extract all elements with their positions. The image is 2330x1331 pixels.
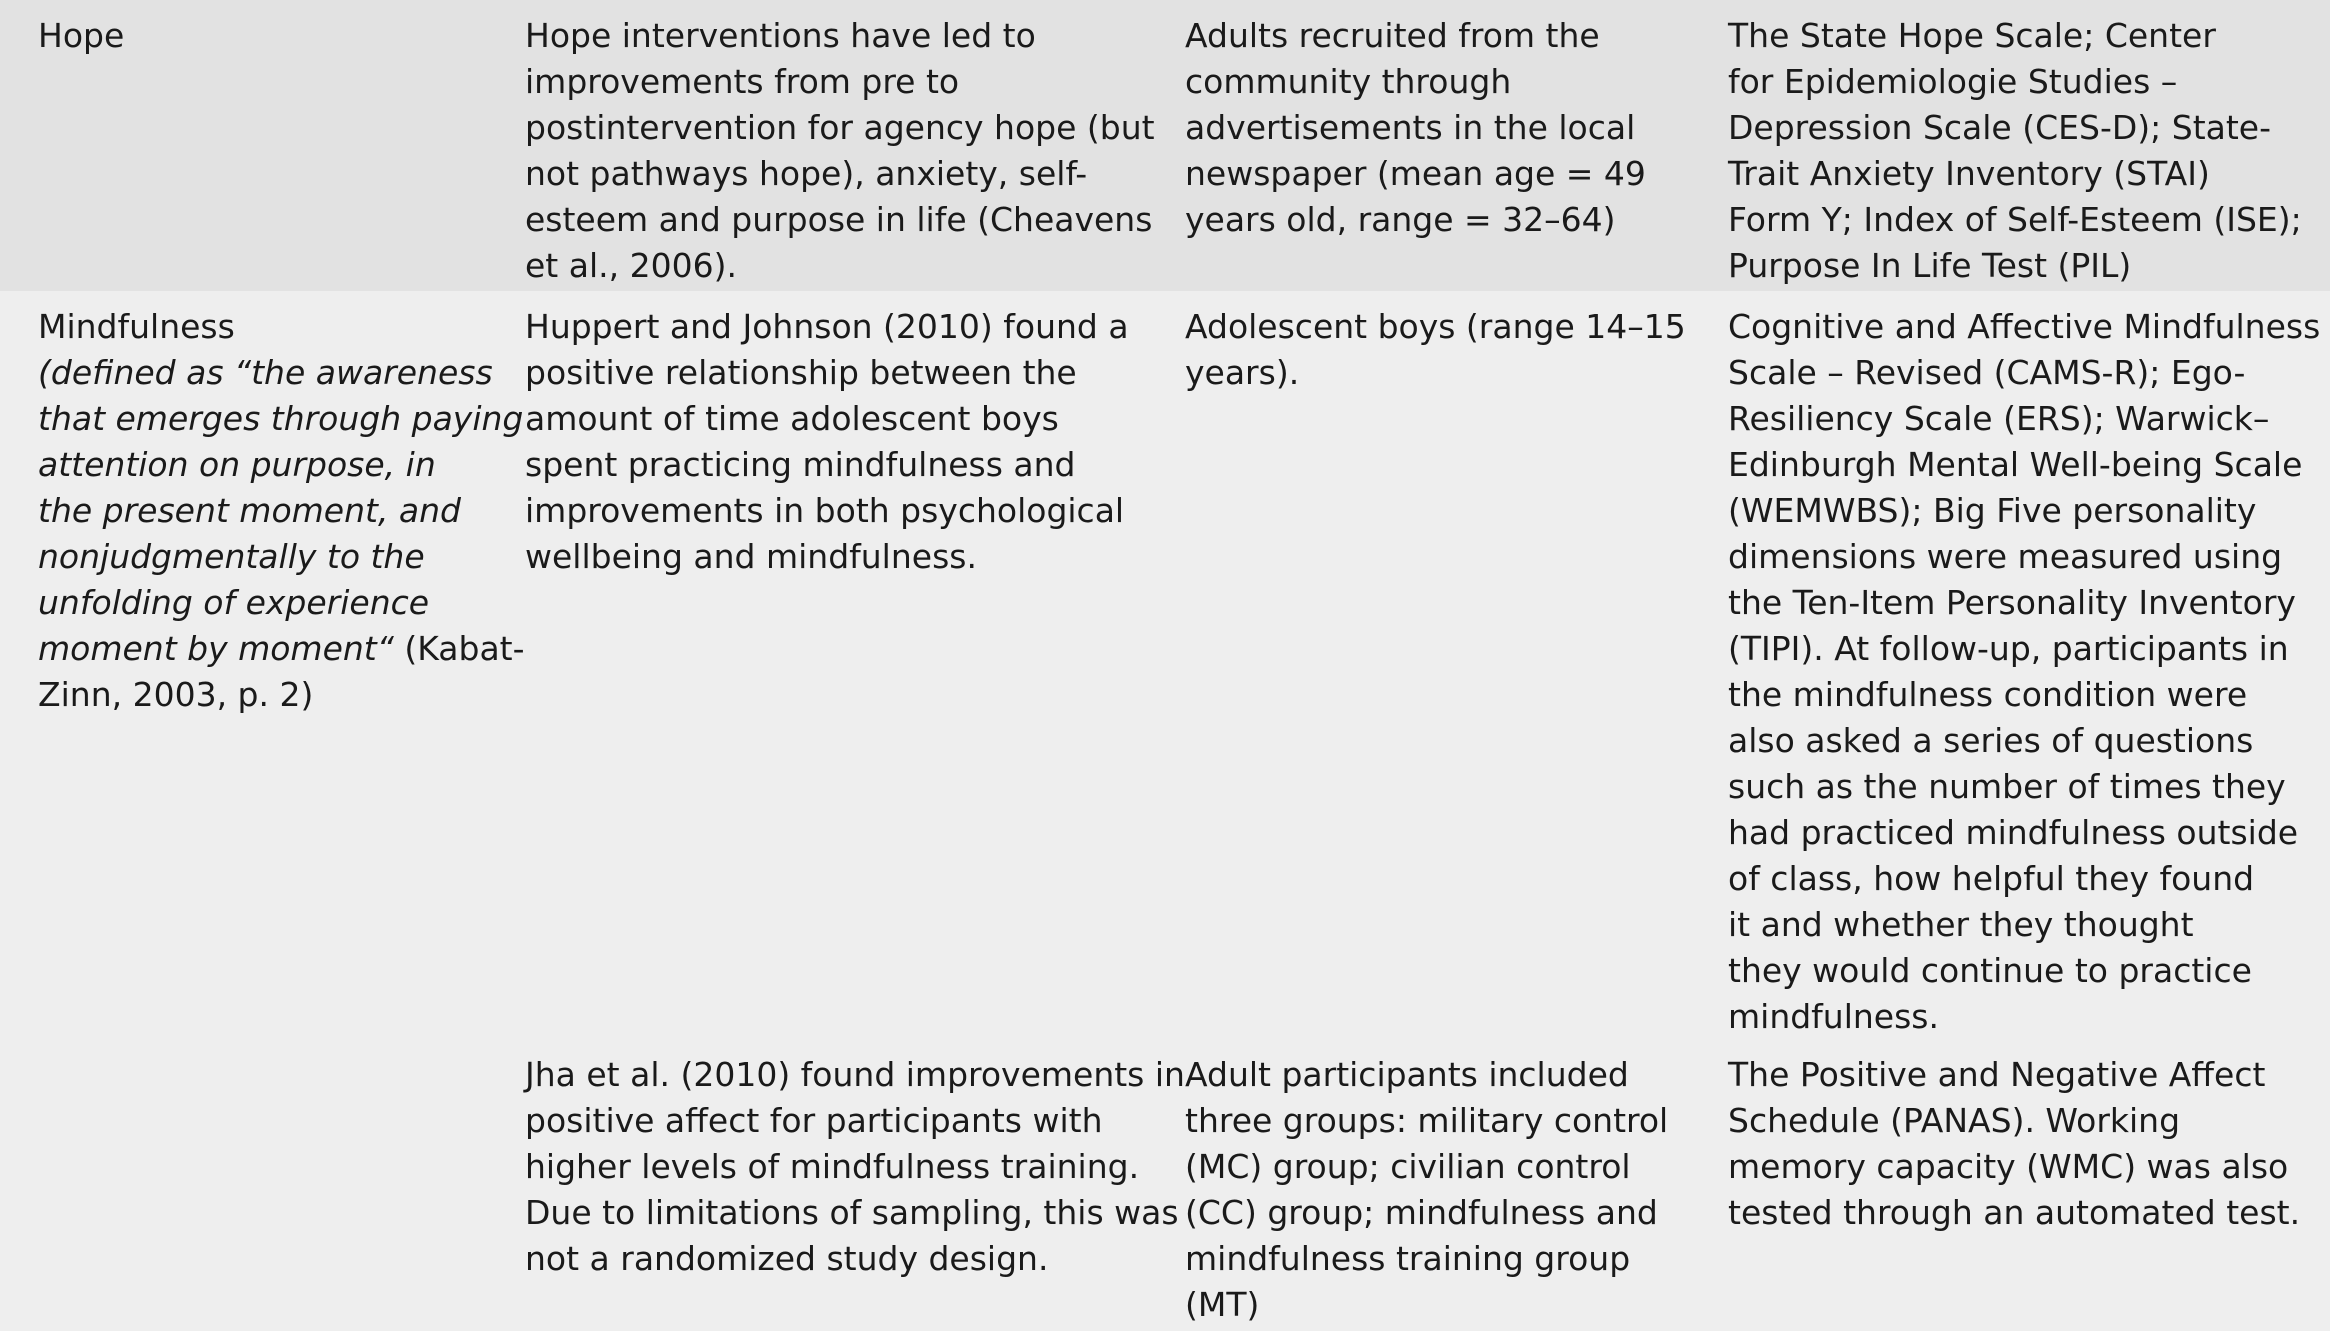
measures-line: The State Hope Scale; Center: [1728, 16, 2216, 55]
sample-cell: [1185, 13, 1752, 243]
sample-line: Adults recruited from the: [1185, 16, 1600, 55]
findings-line: improvements from pre to: [525, 62, 960, 101]
measures-line: had practiced mindfulness outside: [1728, 813, 2299, 852]
table-row-jha: [0, 1039, 2330, 1331]
measures-line: the Ten-Item Personality Inventory: [1728, 583, 2296, 622]
measures-line: for Epidemiologie Studies –: [1728, 62, 2178, 101]
findings-cell: [525, 1052, 1212, 1282]
measures-line: Purpose In Life Test (PIL): [1728, 246, 2132, 285]
sample-line: (MT): [1185, 1285, 1260, 1324]
sample-line: mindfulness training group: [1185, 1239, 1631, 1278]
sample-line: Adolescent boys (range 14–15: [1185, 307, 1686, 346]
measures-line: memory capacity (WMC) was also: [1728, 1147, 2289, 1186]
definition-line: nonjudgmentally to the: [38, 537, 425, 576]
sample-cell: [1185, 1052, 1752, 1328]
definition-line: the present moment, and: [38, 491, 462, 530]
findings-line: positive affect for participants with: [525, 1101, 1103, 1140]
findings-line: improvements in both psychological: [525, 491, 1125, 530]
sample-line: newspaper (mean age = 49: [1185, 154, 1646, 193]
measures-line: Trait Anxiety Inventory (STAI): [1728, 154, 2210, 193]
measures-line: (WEMWBS); Big Five personality: [1728, 491, 2257, 530]
measures-line: Cognitive and Affective Mindfulness: [1728, 307, 2321, 346]
findings-line: Due to limitations of sampling, this was: [525, 1193, 1179, 1232]
measures-line: tested through an automated test.: [1728, 1193, 2301, 1232]
sample-line: Adult participants included: [1185, 1055, 1629, 1094]
definition-line: (defined as “the awareness: [38, 353, 493, 392]
measures-cell: [1728, 1052, 2330, 1236]
findings-line: higher levels of mindfulness training.: [525, 1147, 1140, 1186]
measures-line: mindfulness.: [1728, 997, 1939, 1036]
measures-line: Edinburgh Mental Well-being Scale: [1728, 445, 2303, 484]
findings-line: Jha et al. (2010) found improvements in: [525, 1055, 1185, 1094]
findings-line: Hope interventions have led to: [525, 16, 1036, 55]
definition-line-with-citation: [38, 626, 525, 672]
table-row-hope: [0, 0, 2330, 291]
findings-line: wellbeing and mindfulness.: [525, 537, 977, 576]
measures-line: Scale – Revised (CAMS-R); Ego-: [1728, 353, 2246, 392]
findings-line: positive relationship between the: [525, 353, 1077, 392]
measures-cell: [1728, 304, 2330, 1040]
measures-line: Depression Scale (CES-D); State-: [1728, 108, 2272, 147]
citation-text: Zinn, 2003, p. 2): [38, 675, 314, 714]
findings-line: esteem and purpose in life (Cheavens: [525, 200, 1153, 239]
sample-line: three groups: military control: [1185, 1101, 1669, 1140]
sample-line: community through: [1185, 62, 1512, 101]
construct-label: Mindfulness: [38, 307, 235, 346]
sample-cell: [1185, 304, 1752, 396]
measures-line: of class, how helpful they found: [1728, 859, 2255, 898]
definition-line: unfolding of experience: [38, 583, 430, 622]
findings-line: amount of time adolescent boys: [525, 399, 1059, 438]
findings-cell: [525, 13, 1212, 289]
measures-line: Schedule (PANAS). Working: [1728, 1101, 2181, 1140]
sample-line: (MC) group; civilian control: [1185, 1147, 1631, 1186]
construct-cell: [38, 304, 525, 718]
definition-line: moment by moment“: [38, 629, 394, 668]
findings-line: not pathways hope), anxiety, self-: [525, 154, 1088, 193]
measures-line: also asked a series of questions: [1728, 721, 2254, 760]
measures-line: the mindfulness condition were: [1728, 675, 2248, 714]
findings-line: postintervention for agency hope (but: [525, 108, 1155, 147]
citation-text: (Kabat-: [393, 629, 525, 668]
measures-line: Resiliency Scale (ERS); Warwick–: [1728, 399, 2270, 438]
findings-line: Huppert and Johnson (2010) found a: [525, 307, 1129, 346]
measures-line: they would continue to practice: [1728, 951, 2252, 990]
measures-line: (TIPI). At follow-up, participants in: [1728, 629, 2289, 668]
sample-line: years old, range = 32–64): [1185, 200, 1616, 239]
construct-cell: [38, 13, 498, 59]
measures-line: dimensions were measured using: [1728, 537, 2283, 576]
findings-cell: [525, 304, 1212, 580]
findings-line: spent practicing mindfulness and: [525, 445, 1076, 484]
definition-line: that emerges through paying: [38, 399, 524, 438]
measures-line: such as the number of times they: [1728, 767, 2286, 806]
construct-label: Hope: [38, 16, 125, 55]
sample-line: advertisements in the local: [1185, 108, 1636, 147]
measures-cell: [1728, 13, 2330, 289]
findings-line: not a randomized study design.: [525, 1239, 1049, 1278]
sample-line: years).: [1185, 353, 1300, 392]
measures-line: it and whether they thought: [1728, 905, 2194, 944]
definition-line: attention on purpose, in: [38, 445, 436, 484]
measures-line: The Positive and Negative Affect: [1728, 1055, 2266, 1094]
measures-line: Form Y; Index of Self-Esteem (ISE);: [1728, 200, 2302, 239]
findings-line: et al., 2006).: [525, 246, 737, 285]
sample-line: (CC) group; mindfulness and: [1185, 1193, 1658, 1232]
